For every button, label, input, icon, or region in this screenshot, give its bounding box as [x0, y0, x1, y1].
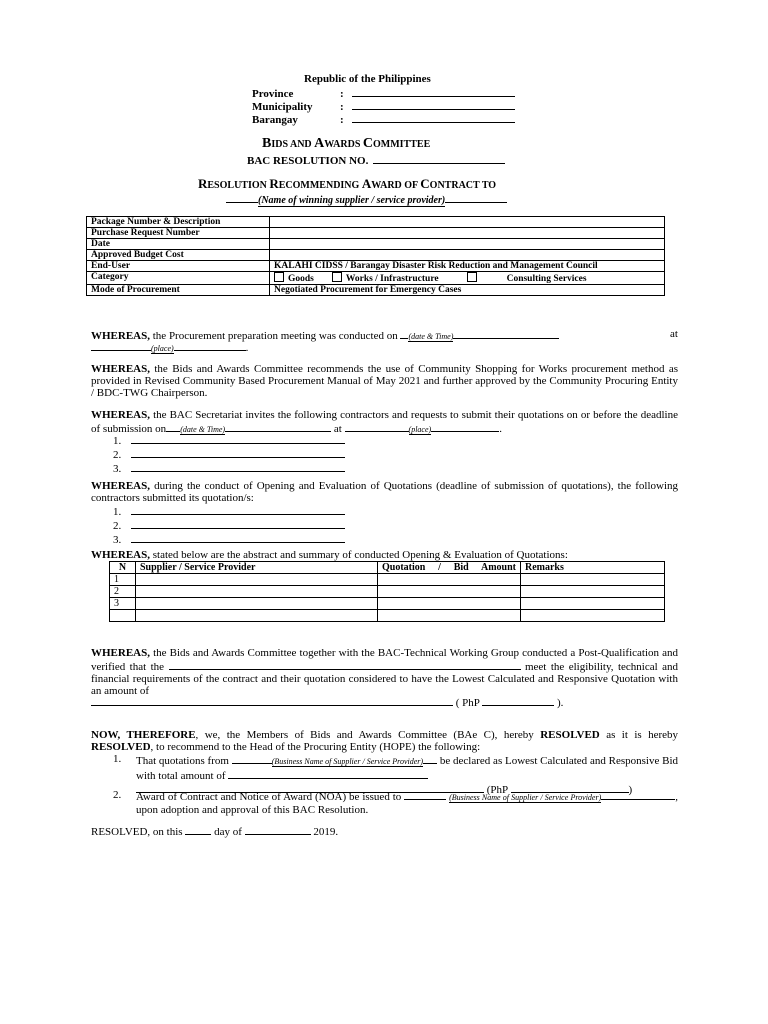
package-row-label: Purchase Request Number: [87, 228, 270, 239]
row-number: 1: [110, 574, 136, 586]
package-row-value[interactable]: [270, 272, 665, 285]
resolved-day-field[interactable]: [185, 824, 211, 835]
table-row: [110, 574, 665, 586]
category-option: [332, 274, 439, 284]
c1-date-field[interactable]: [453, 328, 559, 339]
bac-resolution-row: [247, 153, 505, 167]
now-therefore-clause: NOW, THEREFORE, we, the Members of Bids and Awards Committee (BAe C), hereby RESOLVED as it is hereby RESOLVED, to recommend to the Head of the Procuring Entity (HOPE) the following:: [91, 729, 679, 753]
supplier-cell[interactable]: [136, 574, 378, 586]
quotation-cell[interactable]: [378, 586, 521, 598]
resolution-item-2: 2. Award of Contract and Notice of Award (NOA) be issued to (Business Name of Supplier / Service Provider) , upon adoption and approval of this BAC Resolution.: [113, 789, 678, 816]
invited-contractor-2-field[interactable]: [131, 447, 345, 458]
supplier-cell[interactable]: [136, 598, 378, 610]
list-item: 2.: [113, 518, 345, 532]
barangay-colon: :: [340, 114, 344, 126]
package-row-value[interactable]: KALAHI CIDSS / Barangay Disaster Risk Reduction and Management Council: [270, 261, 665, 272]
municipality-label: Municipality: [252, 101, 313, 113]
province-row: [252, 86, 515, 100]
whereas-clause-6: WHEREAS, the Bids and Awards Committee together with the BAC-Technical Working Group conducted a Post-Qualification and verified that the meet the eligibility, technical and financial requirements of the contract and their quotation considered to have the Lowest Calculated and Responsive Quotation with an amount of: [91, 647, 679, 697]
whereas-clause-5: WHEREAS, stated below are the abstract and summary of conducted Opening & Evaluation of Quotations:: [91, 549, 568, 561]
abstract-quotations-table: [109, 561, 665, 622]
package-row-value[interactable]: Negotiated Procurement for Emergency Cases: [270, 285, 665, 296]
quotation-cell[interactable]: [378, 598, 521, 610]
municipality-row: [252, 99, 515, 113]
package-row-value[interactable]: [270, 250, 665, 261]
table-row: [87, 261, 665, 272]
committee-title: BIDS AND AWARDS COMMITTEE: [262, 136, 431, 151]
table-row: [87, 272, 665, 285]
category-checkbox[interactable]: [332, 272, 342, 282]
category-option: [274, 274, 314, 284]
package-row-value[interactable]: [270, 228, 665, 239]
category-option-label: Consulting Services: [506, 274, 587, 284]
header-remarks: Remarks: [521, 562, 665, 574]
c3-place-field[interactable]: [431, 421, 499, 432]
header-quotation: Quotation / Bid Amount: [378, 562, 521, 574]
package-row-label: End-User: [87, 261, 270, 272]
post-qual-amount-words-field[interactable]: [91, 695, 453, 706]
category-option-label: Works / Infrastructure: [345, 274, 439, 284]
bac-resolution-label: BAC RESOLUTION NO.: [247, 155, 369, 167]
province-label: Province: [252, 88, 294, 100]
category-option: [467, 274, 587, 284]
province-colon: :: [340, 88, 344, 100]
table-row: [87, 239, 665, 250]
list-item: 1.: [113, 433, 345, 447]
supplier-cell[interactable]: [136, 586, 378, 598]
header-supplier: Supplier / Service Provider: [136, 562, 378, 574]
remarks-cell[interactable]: [521, 586, 665, 598]
resolution-item-1: 1. That quotations from (Business Name of Supplier / Service Provider) be declared as Lowest Calculated and Responsive Bid with total amount of (PhP ): [113, 753, 679, 796]
municipality-colon: :: [340, 101, 344, 113]
supplier-cell[interactable]: [136, 610, 378, 622]
c1-place-placeholder: (place): [151, 344, 174, 353]
list-item: 3.: [113, 461, 345, 475]
package-row-value[interactable]: [270, 217, 665, 228]
package-row-label: Date: [87, 239, 270, 250]
table-row: [87, 217, 665, 228]
barangay-label: Barangay: [252, 114, 298, 126]
c1-date-placeholder: (date & Time): [408, 332, 454, 341]
c1-place-field[interactable]: [174, 340, 246, 351]
row-number: 3: [110, 598, 136, 610]
abstract-header-row: [110, 562, 665, 574]
c3-place-placeholder: (place): [408, 425, 432, 434]
list-item: 1.: [113, 504, 345, 518]
province-field[interactable]: [352, 86, 515, 97]
item2-field-right[interactable]: [601, 789, 675, 800]
remarks-cell[interactable]: [521, 598, 665, 610]
winning-supplier-field-left[interactable]: [226, 193, 258, 203]
quotation-cell[interactable]: [378, 610, 521, 622]
table-row: [87, 250, 665, 261]
submitted-contractor-2-field[interactable]: [131, 518, 345, 529]
list-item: 3.: [113, 532, 345, 546]
whereas-clause-1: WHEREAS, the Procurement preparation meeting was conducted on (date & Time) at: [91, 328, 678, 342]
invited-contractor-3-field[interactable]: [131, 461, 345, 472]
item1-field-right[interactable]: [423, 753, 437, 764]
barangay-field[interactable]: [352, 112, 515, 123]
item1-field-left[interactable]: [232, 753, 272, 764]
c3-date-field[interactable]: [225, 421, 331, 432]
whereas-clause-3: WHEREAS, the BAC Secretariat invites the following contractors and requests to submit their quotations on or before the deadline of submission on (date & Time) at (place) .: [91, 409, 678, 435]
whereas-clause-4: WHEREAS, during the conduct of Opening and Evaluation of Quotations (deadline of submission of quotations), the following contractors submitted its quotation/s:: [91, 480, 679, 504]
package-row-label: Approved Budget Cost: [87, 250, 270, 261]
winning-supplier-field-right[interactable]: [445, 193, 507, 203]
package-row-label: Category: [87, 272, 270, 285]
list-item: 2.: [113, 447, 345, 461]
invited-contractor-1-field[interactable]: [131, 433, 345, 444]
category-checkbox[interactable]: [274, 272, 284, 282]
barangay-row: [252, 112, 515, 126]
remarks-cell[interactable]: [521, 610, 665, 622]
remarks-cell[interactable]: [521, 574, 665, 586]
table-row: [87, 285, 665, 296]
package-row-label: Mode of Procurement: [87, 285, 270, 296]
resolved-footer: RESOLVED, on this day of 2019.: [91, 826, 339, 838]
submitted-contractor-1-field[interactable]: [131, 504, 345, 515]
c3-date-placeholder: (date & Time): [180, 425, 226, 434]
item2-business-placeholder: (Business Name of Supplier / Service Provider): [449, 793, 602, 802]
table-row: [110, 586, 665, 598]
category-option-label: Goods: [288, 274, 314, 284]
table-row: [110, 598, 665, 610]
category-checkbox[interactable]: [467, 272, 477, 282]
header-n: N: [110, 562, 136, 574]
winning-supplier-row: [226, 193, 507, 207]
submitted-contractor-3-field[interactable]: [131, 532, 345, 543]
whereas-clause-6-amount: ( PhP ).: [91, 695, 563, 709]
table-row: [110, 610, 665, 622]
row-number: [110, 610, 136, 622]
resolved-month-field[interactable]: [245, 824, 311, 835]
row-number: 2: [110, 586, 136, 598]
post-qual-supplier-field[interactable]: [169, 659, 521, 670]
table-row: [87, 228, 665, 239]
item1-business-placeholder: (Business Name of Supplier / Service Provider): [271, 757, 424, 766]
package-row-value[interactable]: [270, 239, 665, 250]
resolution-title: RESOLUTION RECOMMENDING AWARD OF CONTRACT TO: [198, 176, 497, 191]
republic-heading: Republic of the Philippines: [304, 73, 431, 85]
invited-contractor-list: [113, 433, 345, 475]
post-qual-amount-field[interactable]: [482, 695, 554, 706]
item1-amount-words-field[interactable]: [228, 768, 428, 779]
winning-supplier-subtitle: (Name of winning supplier / service provider): [258, 195, 446, 206]
package-details-table: [86, 216, 665, 296]
bac-resolution-number-field[interactable]: [373, 153, 505, 164]
quotation-cell[interactable]: [378, 574, 521, 586]
submitted-contractor-list: [113, 504, 345, 546]
municipality-field[interactable]: [352, 99, 515, 110]
item2-field-left[interactable]: [404, 789, 446, 800]
package-row-label: Package Number & Description: [87, 217, 270, 228]
whereas-clause-2: WHEREAS, the Bids and Awards Committee recommends the use of Community Shopping for Works procurement method as provided in Revised Community Based Procurement Manual of May 2021 and further approved by the Community Procuring Entity / BDC-TWG Chairperson.: [91, 363, 678, 399]
whereas-clause-1-place: (place) .: [91, 340, 248, 355]
